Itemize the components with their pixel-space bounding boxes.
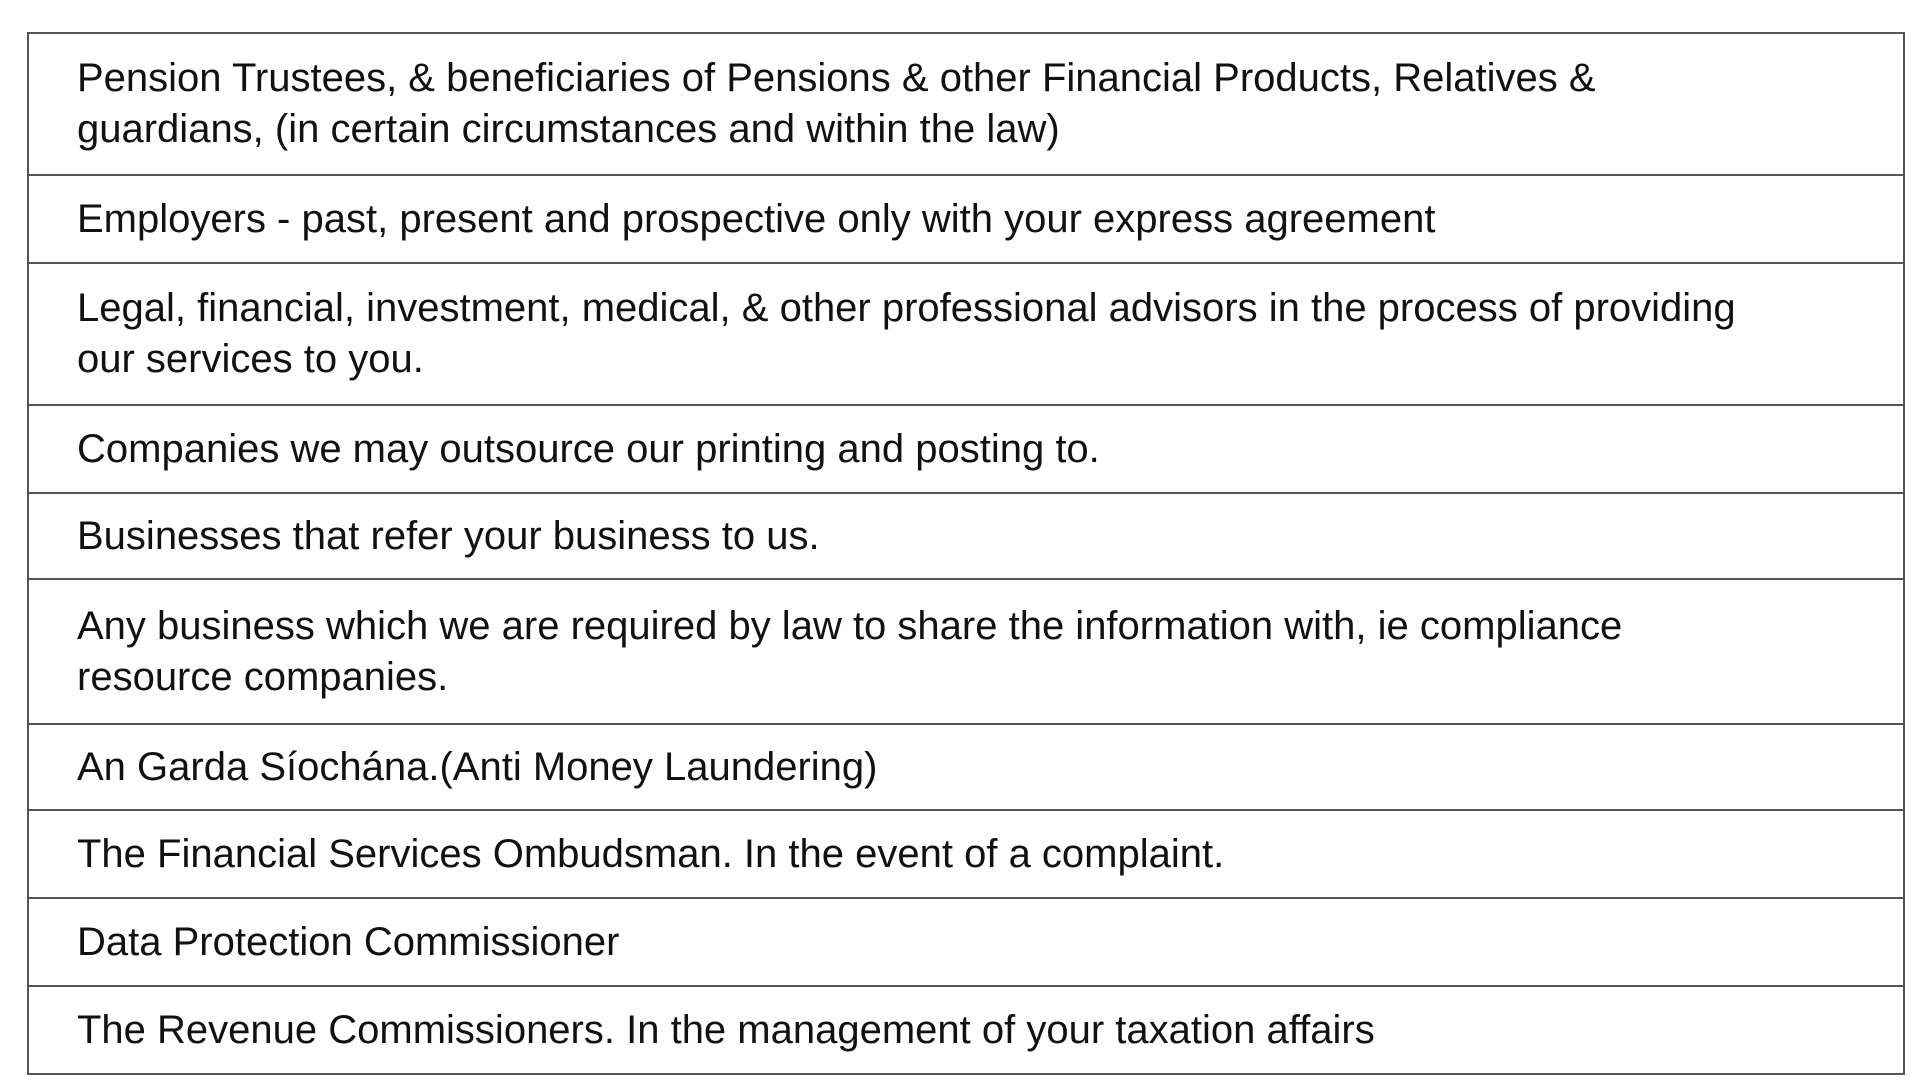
table-row — [28, 263, 1904, 405]
row-text: The Financial Services Ombudsman. In the event of a complaint. — [77, 831, 1225, 876]
row-text: Businesses that refer your business to us. — [77, 513, 820, 558]
row-text: Legal, financial, investment, medical, & other professional advisors in the process of providing our services to you. — [77, 286, 1736, 381]
table-cell — [28, 810, 1904, 898]
data-recipients-table — [27, 32, 1905, 1075]
row-text: Data Protection Commissioner — [77, 919, 620, 964]
table-row — [28, 810, 1904, 898]
table-row — [28, 493, 1904, 579]
table-row — [28, 579, 1904, 724]
row-text: Employers - past, present and prospective only with your express agreement — [77, 196, 1436, 241]
table-cell — [28, 724, 1904, 810]
row-text: Any business which we are required by law to share the information with, ie compliance resource companies. — [77, 603, 1623, 699]
row-text: Companies we may outsource our printing and posting to. — [77, 426, 1100, 471]
table-cell — [28, 263, 1904, 405]
table-row — [28, 898, 1904, 986]
table-row — [28, 986, 1904, 1074]
table-cell — [28, 898, 1904, 986]
table-cell — [28, 405, 1904, 493]
table-row — [28, 724, 1904, 810]
table-row — [28, 33, 1904, 175]
table-cell — [28, 986, 1904, 1074]
table-cell — [28, 579, 1904, 724]
row-text: Pension Trustees, & beneficiaries of Pensions & other Financial Products, Relatives & guardians, (in certain circumstances and within the law) — [77, 56, 1596, 151]
row-text: An Garda Síochána.(Anti Money Laundering) — [77, 744, 878, 789]
table-cell — [28, 493, 1904, 579]
table-row — [28, 175, 1904, 263]
row-text: The Revenue Commissioners. In the management of your taxation affairs — [77, 1007, 1375, 1052]
table-cell — [28, 33, 1904, 175]
table-row — [28, 405, 1904, 493]
table-cell — [28, 175, 1904, 263]
